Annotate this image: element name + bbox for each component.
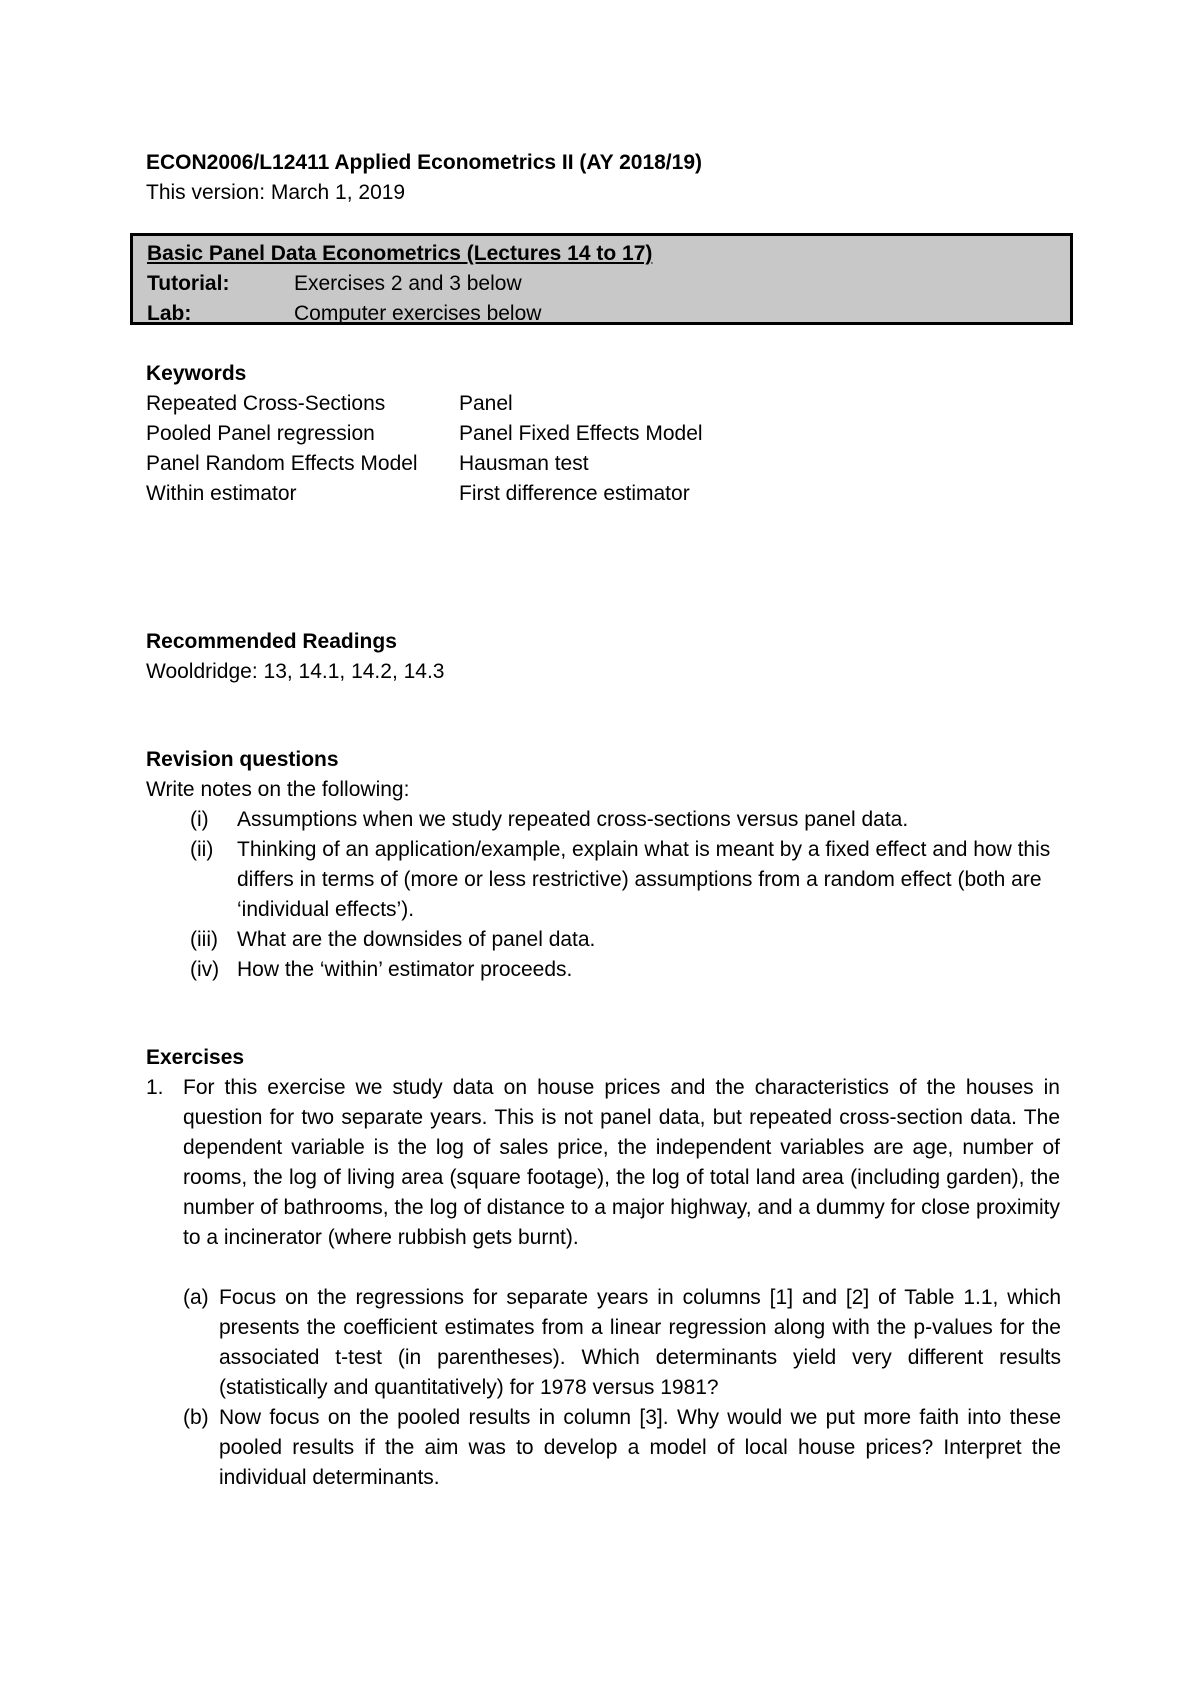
keyword-row	[146, 449, 1046, 479]
revision-item-text: Assumptions when we study repeated cross-sections versus panel data.	[237, 808, 909, 831]
keyword-right: Hausman test	[459, 452, 589, 475]
revision-heading: Revision questions	[146, 748, 339, 771]
version-line: This version: March 1, 2019	[146, 181, 406, 204]
revision-intro: Write notes on the following:	[146, 778, 410, 801]
readings-text: Wooldridge: 13, 14.1, 14.2, 14.3	[146, 660, 445, 683]
exercises-heading: Exercises	[146, 1046, 245, 1069]
revision-section	[146, 745, 1086, 985]
exercise-item	[146, 1073, 1086, 1253]
revision-item-text: What are the downsides of panel data.	[237, 928, 596, 951]
subitem-text: Focus on the regressions for separate years in columns [1] and [2] of Table 1.1, which presents the coefficient estimates from a linear regression along with the p-values for the associated t-test (in parentheses). Which determinants yield very different results (statistically and quantitatively) for 1978 versus 1981?	[219, 1286, 1061, 1399]
lab-row	[147, 299, 1070, 329]
revision-item	[190, 955, 1086, 985]
readings-section	[146, 627, 1046, 687]
revision-item-text: Thinking of an application/example, explain what is meant by a fixed effect and how this differs in terms of (more or less restrictive) assumptions from a random effect (both are ‘individual effects’).	[237, 838, 1051, 921]
lab-label: Lab:	[147, 302, 192, 325]
exercise-subitem	[183, 1403, 1086, 1493]
tutorial-value: Exercises 2 and 3 below	[294, 272, 522, 295]
tutorial-row	[147, 269, 1070, 299]
revision-item	[190, 805, 1086, 835]
readings-heading: Recommended Readings	[146, 630, 397, 653]
keyword-right: First difference estimator	[459, 482, 690, 505]
keywords-heading: Keywords	[146, 362, 247, 385]
keyword-left: Within estimator	[146, 482, 297, 505]
revision-item-text: How the ‘within’ estimator proceeds.	[237, 958, 573, 981]
keywords-section	[146, 359, 1046, 509]
subitem-number: (a)	[183, 1286, 209, 1309]
exercise-number: 1.	[146, 1076, 164, 1099]
tutorial-label: Tutorial:	[147, 272, 230, 295]
exercise-subitems	[183, 1283, 1086, 1493]
exercise-text: For this exercise we study data on house prices and the characteristics of the houses in question for two separate years. This is not panel data, but repeated cross-section data. The dependent variable is the log of sales price, the independent variables are age, number of rooms, the log of living area (square footage), the log of total land area (including garden), the number of bathrooms, the log of distance to a major highway, and a dummy for close proximity to a incinerator (where rubbish gets burnt).	[183, 1076, 1060, 1249]
revision-list	[190, 805, 1086, 985]
revision-item-number: (iv)	[190, 958, 220, 981]
subitem-text: Now focus on the pooled results in column [3]. Why would we put more faith into these pooled results if the aim was to develop a model of local house prices? Interpret the individual determinants.	[219, 1406, 1061, 1489]
keyword-row	[146, 389, 1046, 419]
revision-item-number: (i)	[190, 808, 209, 831]
course-title: ECON2006/L12411 Applied Econometrics II (AY 2018/19)	[146, 151, 702, 174]
keyword-right: Panel Fixed Effects Model	[459, 422, 703, 445]
lab-value: Computer exercises below	[294, 302, 542, 325]
keyword-left: Repeated Cross-Sections	[146, 392, 386, 415]
revision-item	[190, 835, 1086, 925]
keyword-row	[146, 479, 1046, 509]
keyword-row	[146, 419, 1046, 449]
topic-title: Basic Panel Data Econometrics (Lectures 14 to 17)	[147, 242, 653, 265]
document-header	[146, 148, 1086, 208]
keyword-left: Pooled Panel regression	[146, 422, 375, 445]
keyword-left: Panel Random Effects Model	[146, 452, 418, 475]
subitem-number: (b)	[183, 1406, 209, 1429]
topic-box	[130, 233, 1073, 325]
exercises-section	[146, 1043, 1086, 1493]
revision-item-number: (iii)	[190, 928, 218, 951]
revision-item	[190, 925, 1086, 955]
keyword-right: Panel	[459, 392, 513, 415]
revision-item-number: (ii)	[190, 838, 214, 861]
exercise-subitem	[183, 1283, 1086, 1403]
